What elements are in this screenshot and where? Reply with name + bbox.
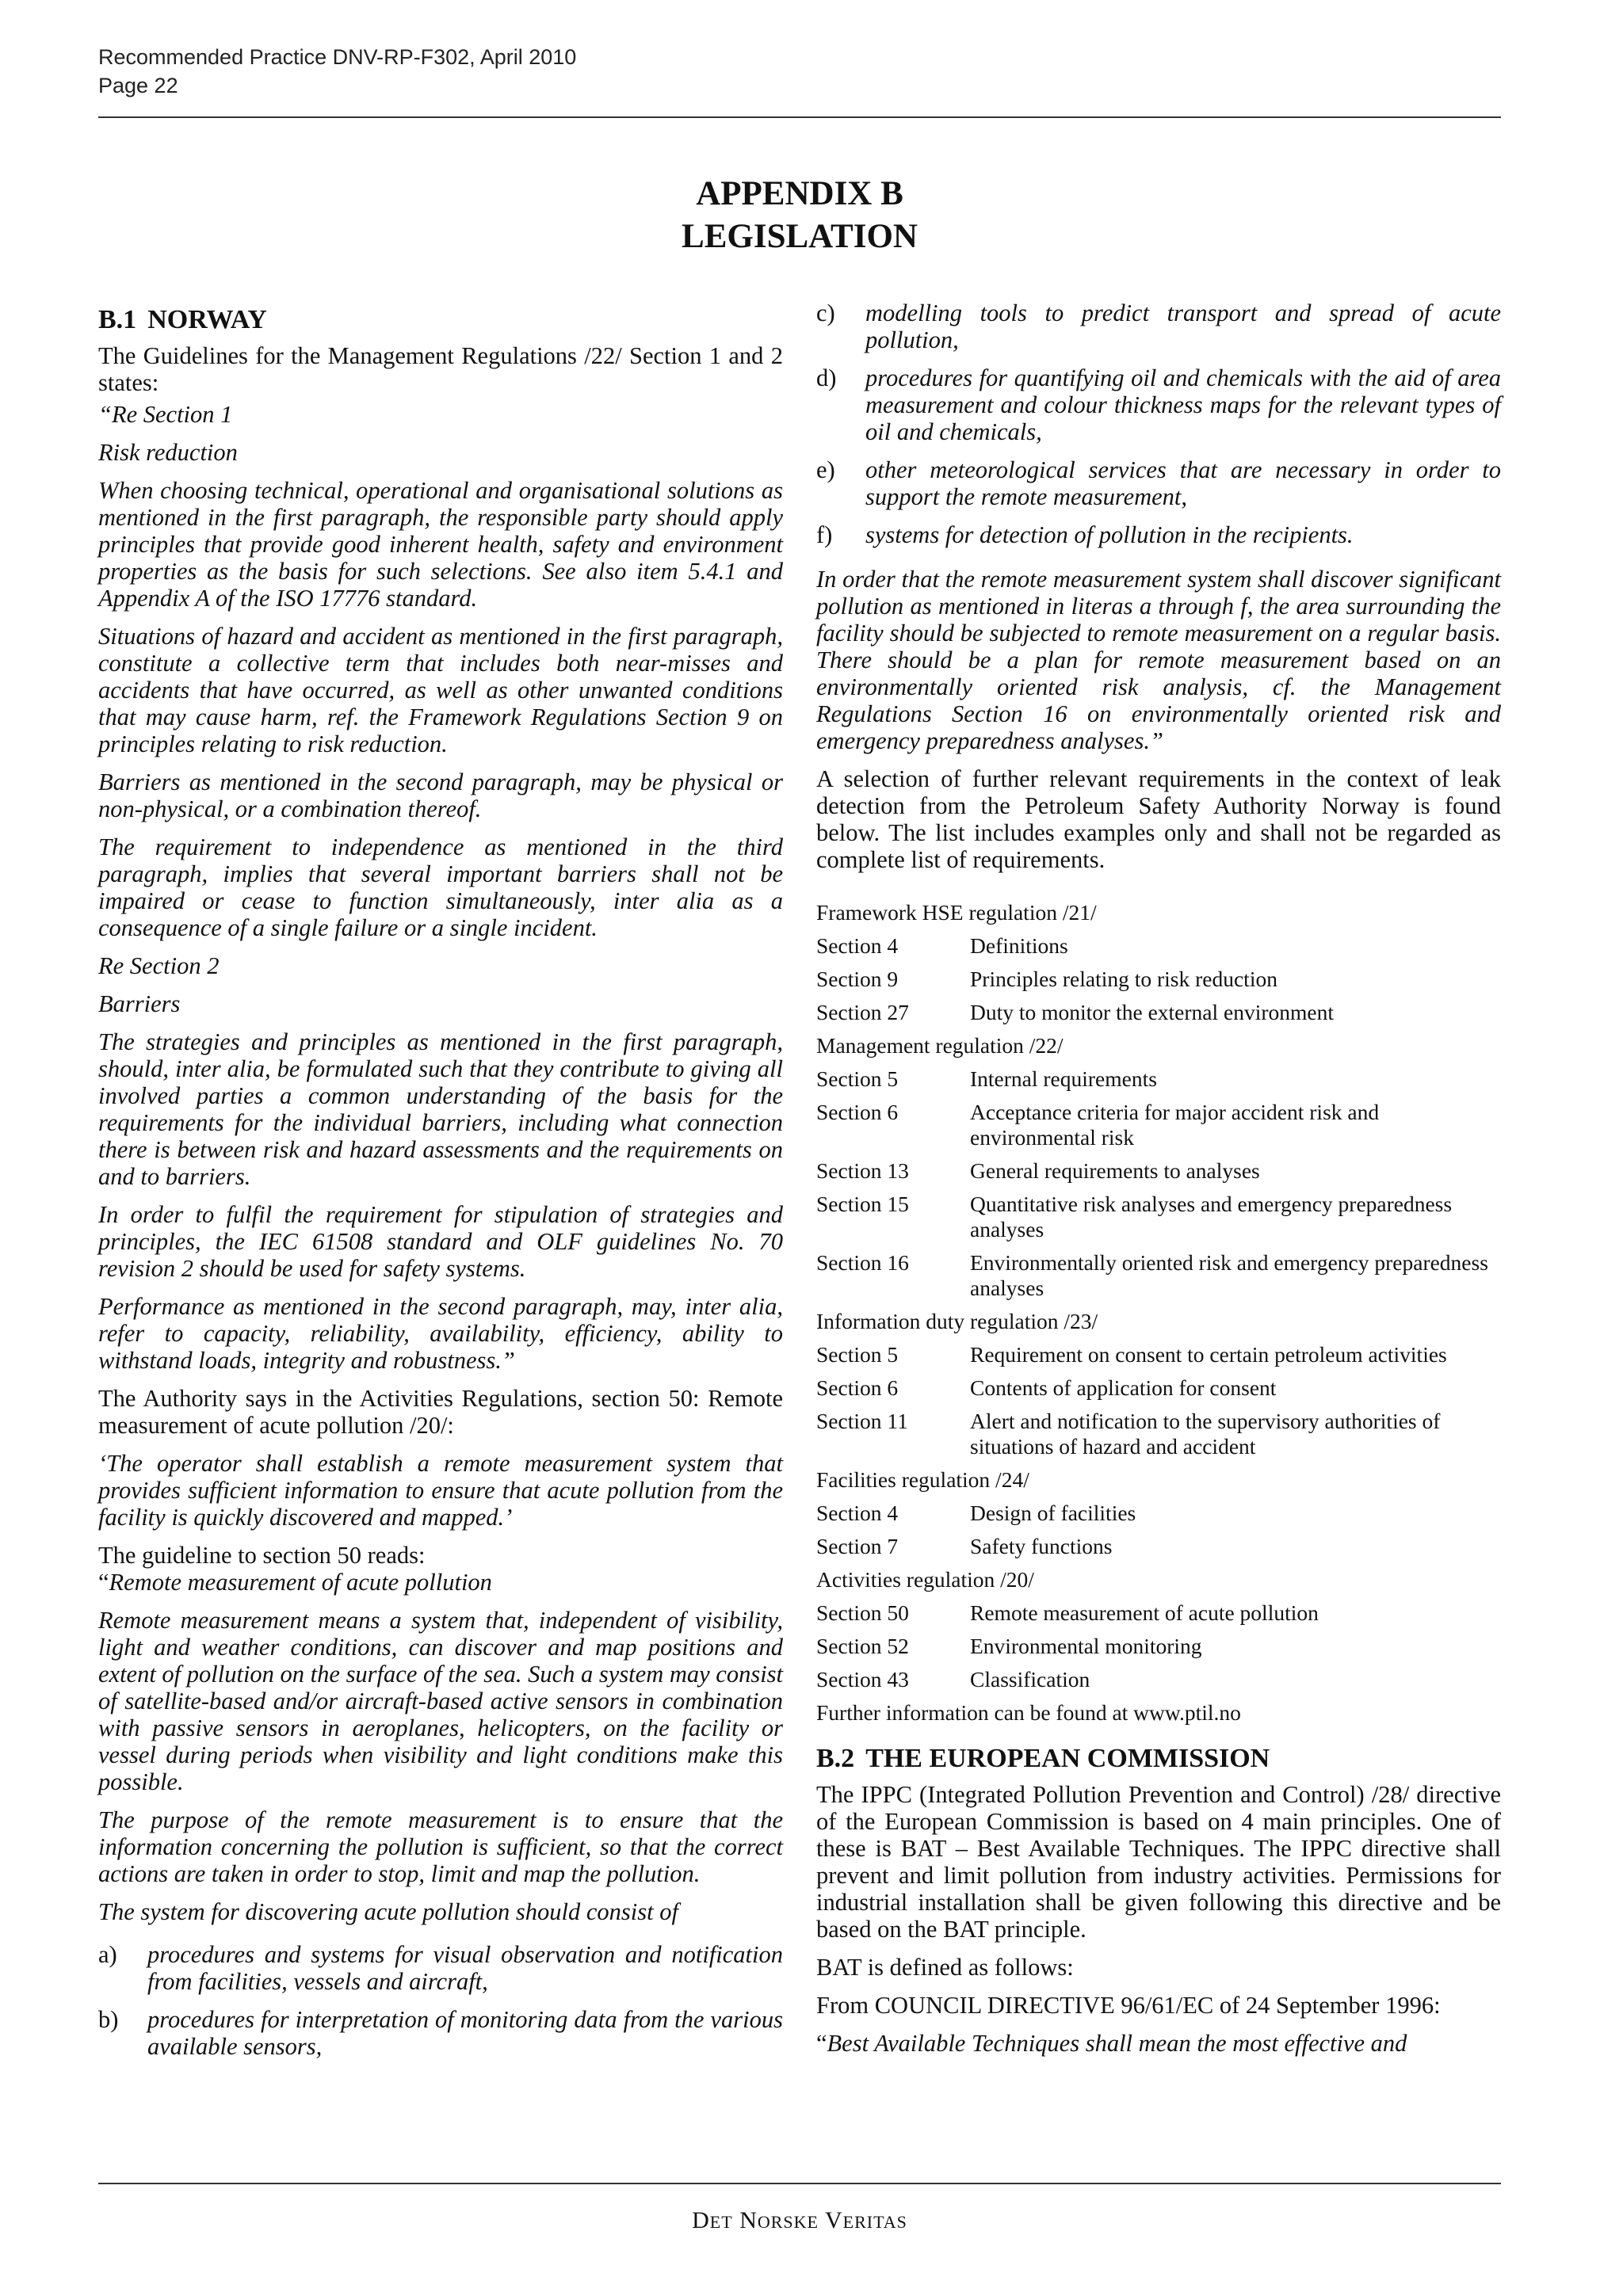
regulation-description: Quantitative risk analyses and emergency preparedness analyses — [970, 1192, 1453, 1241]
quote-paragraph: In order to fulfil the requirement for stipulation of strategies and principles, the IEC 61508 standard and OLF guidelines No. 70 revision 2 should be used for safety systems. — [98, 1201, 783, 1282]
footer-initial: N — [739, 2207, 758, 2233]
quote-paragraph: The requirement to independence as mentioned in the third paragraph, implies that several important barriers shall not be impaired or cease to function simultaneously, inter alia as a consequence of a single failure or a single incident. — [98, 833, 783, 941]
regulation-description: Duty to monitor the external environment — [970, 1000, 1334, 1024]
list-text: procedures and systems for visual observation and notification from facilities, vessels and aircraft, — [147, 1941, 783, 1995]
list-marker: e) — [816, 456, 835, 483]
quote-paragraph: Performance as mentioned in the second paragraph, may, inter alia, refer to capacity, reliability, availability, efficiency, ability to withstand loads, integrity and robustness.” — [98, 1293, 783, 1374]
regulation-section: Section 50 — [816, 1600, 909, 1625]
quote-paragraph: Situations of hazard and accident as mentioned in the first paragraph, constitute a collective term that includes both near-misses and accidents that have occurred, as well as other unwanted conditions that may cause harm, ref. the Framework Regulations Section 9 on principles relating to risk reduction. — [98, 623, 783, 757]
regulation-description: Environmentally oriented risk and emergency preparedness analyses — [970, 1250, 1488, 1300]
paragraph: The Guidelines for the Management Regulations /22/ Section 1 and 2 states: — [98, 342, 783, 396]
regulation-row — [816, 1409, 1501, 1459]
regulation-section: Section 13 — [816, 1158, 909, 1183]
page-number: Page 22 — [98, 74, 178, 97]
footer-rule — [98, 2183, 1501, 2184]
regulation-section: Section 5 — [816, 1342, 899, 1367]
footer-initial: V — [824, 2207, 843, 2233]
regulation-row — [816, 1066, 1501, 1092]
regulation-group-title: Management regulation /22/ — [816, 1033, 1064, 1058]
quote-subheading: Risk reduction — [98, 439, 238, 466]
list-text: systems for detection of pollution in the recipients. — [865, 521, 1354, 548]
appendix-title — [98, 173, 1501, 258]
regulation-section: Section 5 — [816, 1066, 899, 1091]
paragraph: The Authority says in the Activities Regulations, section 50: Remote measurement of acute pollution /20/: — [98, 1385, 783, 1439]
quote-subheading: Barriers — [98, 990, 181, 1017]
footer-smallcaps: ET — [709, 2212, 733, 2232]
header-rule — [98, 116, 1501, 118]
regulation-row — [816, 1534, 1501, 1559]
regulation-group-title: Framework HSE regulation /21/ — [816, 900, 1097, 925]
paragraph — [816, 2030, 1501, 2057]
regulation-row — [816, 1667, 1501, 1692]
regulation-section: Section 4 — [816, 933, 899, 958]
regulation-description: Alert and notification to the supervisory authorities of situations of hazard and accident — [970, 1409, 1441, 1459]
guideline-lead: The guideline to section 50 reads: — [98, 1542, 426, 1569]
section-title: NORWAY — [147, 305, 267, 334]
regulation-section: Section 6 — [816, 1100, 899, 1124]
paragraph: A selection of further relevant requirements in the context of leak detection from the Petroleum Safety Authority Norway is found below. The list includes examples only and shall not be regarded as complete list of requirements. — [816, 765, 1501, 873]
regulation-description: Remote measurement of acute pollution — [970, 1600, 1319, 1625]
document-reference: Recommended Practice DNV-RP-F302, April 2010 — [98, 45, 577, 69]
list-item — [816, 299, 1501, 353]
guideline-title: Remote measurement of acute pollution — [109, 1569, 492, 1596]
section-number: B.1 — [98, 305, 137, 334]
quote-heading: Re Section 2 — [98, 952, 220, 979]
regulation-row — [816, 1375, 1501, 1401]
regulation-section: Section 16 — [816, 1250, 909, 1275]
guideline-intro — [98, 1542, 783, 1596]
list-text: procedures for quantifying oil and chemicals with the aid of area measurement and colour thickness maps for the relevant types of oil and chemicals, — [865, 364, 1501, 445]
footer-initial: D — [692, 2207, 710, 2233]
regulation-section: Section 6 — [816, 1375, 899, 1400]
regulation-group-title: Facilities regulation /24/ — [816, 1467, 1029, 1492]
section-heading-b1 — [98, 304, 783, 336]
paragraph: The IPPC (Integrated Pollution Prevention and Control) /28/ directive of the European Commission is based on 4 main principles. One of these is BAT – Best Available Techniques. The IPPC directive shall prevent and limit pollution from industry activities. Permissions for industrial installation shall be given following this directive and be based on the BAT principle. — [816, 1781, 1501, 1943]
list-marker: d) — [816, 364, 837, 391]
regulation-row — [816, 933, 1501, 959]
regulation-section: Section 11 — [816, 1409, 908, 1433]
list-item — [98, 1941, 783, 1995]
open-quote: “ — [98, 1569, 109, 1596]
regulation-row — [816, 967, 1501, 992]
left-column — [98, 299, 783, 2071]
regulation-section: Section 15 — [816, 1192, 909, 1216]
section-heading-b2 — [816, 1743, 1501, 1775]
list-text: modelling tools to predict transport and spread of acute pollution, — [865, 299, 1501, 353]
footer-smallcaps: ORSKE — [757, 2212, 819, 2232]
regulation-row — [816, 1342, 1501, 1367]
paragraph: From COUNCIL DIRECTIVE 96/61/EC of 24 September 1996: — [816, 1992, 1441, 2019]
appendix-label: APPENDIX B — [696, 175, 903, 212]
list-item — [816, 521, 1501, 548]
quote-paragraph: Barriers as mentioned in the second paragraph, may be physical or non-physical, or a combination thereof. — [98, 769, 783, 822]
list-item — [98, 2006, 783, 2060]
list-marker: f) — [816, 521, 833, 548]
regulation-row — [816, 1100, 1501, 1150]
quote-paragraph: When choosing technical, operational and organisational solutions as mentioned in the first paragraph, the responsible party should apply principles that provide good inherent health, safety and environment properties as the basis for such selections. See also item 5.4.1 and Appendix A of the ISO 17776 standard. — [98, 477, 783, 612]
running-header — [98, 43, 1501, 100]
regulation-description: Classification — [970, 1667, 1090, 1691]
section-title: THE EUROPEAN COMMISSION — [865, 1744, 1270, 1773]
regulation-description: Definitions — [970, 933, 1068, 958]
regulation-row — [816, 1192, 1501, 1242]
regulation-row — [816, 1000, 1501, 1025]
regulation-description: Principles relating to risk reduction — [970, 967, 1277, 991]
open-quote: “ — [816, 2030, 827, 2057]
regulation-description: Acceptance criteria for major accident risk and environmental risk — [970, 1100, 1380, 1150]
regulation-row — [816, 1600, 1501, 1626]
right-column — [816, 299, 1501, 2068]
regulation-section: Section 27 — [816, 1000, 909, 1024]
footer-smallcaps: ERITAS — [842, 2212, 907, 2232]
regulation-section: Section 43 — [816, 1667, 909, 1691]
quote-text: Best Available Techniques shall mean the most effective and — [827, 2030, 1407, 2057]
regulation-group-title: Activities regulation /20/ — [816, 1567, 1034, 1592]
regulation-row — [816, 1250, 1501, 1301]
regulation-section: Section 4 — [816, 1501, 899, 1525]
regulation-description: Design of facilities — [970, 1501, 1136, 1525]
quote-paragraph: The purpose of the remote measurement is to ensure that the information concerning the pollution is sufficient, so that the correct actions are taken in order to stop, limit and map the pollution. — [98, 1806, 783, 1887]
list-item — [816, 364, 1501, 445]
quote-paragraph: The strategies and principles as mentioned in the first paragraph, should, inter alia, be formulated such that they contribute to giving all involved parties a common understanding of the basis for the requirements for the individual barriers, including what connection there is between risk and hazard assessments and the requirements on and to barriers. — [98, 1028, 783, 1190]
list-marker: c) — [816, 299, 835, 326]
regulation-description: General requirements to analyses — [970, 1158, 1260, 1183]
publisher-footer — [98, 2205, 1501, 2238]
regulation-description: Environmental monitoring — [970, 1634, 1202, 1658]
list-text: procedures for interpretation of monitoring data from the various available sensors, — [147, 2006, 783, 2060]
regulation-description: Requirement on consent to certain petroleum activities — [970, 1342, 1447, 1367]
paragraph: BAT is defined as follows: — [816, 1954, 1074, 1981]
regulation-group-title: Information duty regulation /23/ — [816, 1309, 1098, 1333]
list-marker: b) — [98, 2006, 119, 2033]
quote-paragraph: ‘The operator shall establish a remote measurement system that provides sufficient information to ensure that acute pollution from the facility is quickly discovered and mapped.’ — [98, 1450, 783, 1531]
regulation-section: Section 7 — [816, 1534, 899, 1558]
appendix-subject: LEGISLATION — [682, 218, 918, 255]
list-item — [816, 456, 1501, 510]
regulation-description: Internal requirements — [970, 1066, 1157, 1091]
quote-paragraph: The system for discovering acute pollution should consist of — [98, 1898, 678, 1925]
regulation-row — [816, 1501, 1501, 1526]
regulation-row — [816, 1158, 1501, 1184]
list-text: other meteorological services that are necessary in order to support the remote measurement, — [865, 456, 1501, 510]
regulation-description: Contents of application for consent — [970, 1375, 1277, 1400]
quote-paragraph: In order that the remote measurement system shall discover significant pollution as mentioned in literas a through f, the area surrounding the facility should be subjected to remote measurement on a regular basis. There should be a plan for remote measurement based on an environmentally oriented risk analysis, cf. the Management Regulations Section 16 on environmentally oriented risk and emergency preparedness analyses.” — [816, 566, 1501, 754]
regulation-description: Safety functions — [970, 1534, 1113, 1558]
section-number: B.2 — [816, 1744, 855, 1773]
quote-heading: “Re Section 1 — [98, 401, 233, 428]
regulation-section: Section 52 — [816, 1634, 909, 1658]
list-marker: a) — [98, 1941, 117, 1968]
regulation-row — [816, 1634, 1501, 1659]
regulation-section: Section 9 — [816, 967, 899, 991]
regulations-list — [816, 900, 1501, 1726]
regulations-footnote: Further information can be found at www.ptil.no — [816, 1700, 1241, 1725]
quote-paragraph: Remote measurement means a system that, independent of visibility, light and weather conditions, can discover and map positions and extent of pollution on the surface of the sea. Such a system may consist of satellite-based and/or aircraft-based active sensors in combination with passive sensors in aeroplanes, helicopters, on the facility or vessel during periods when visibility and light conditions make this possible. — [98, 1607, 784, 1795]
